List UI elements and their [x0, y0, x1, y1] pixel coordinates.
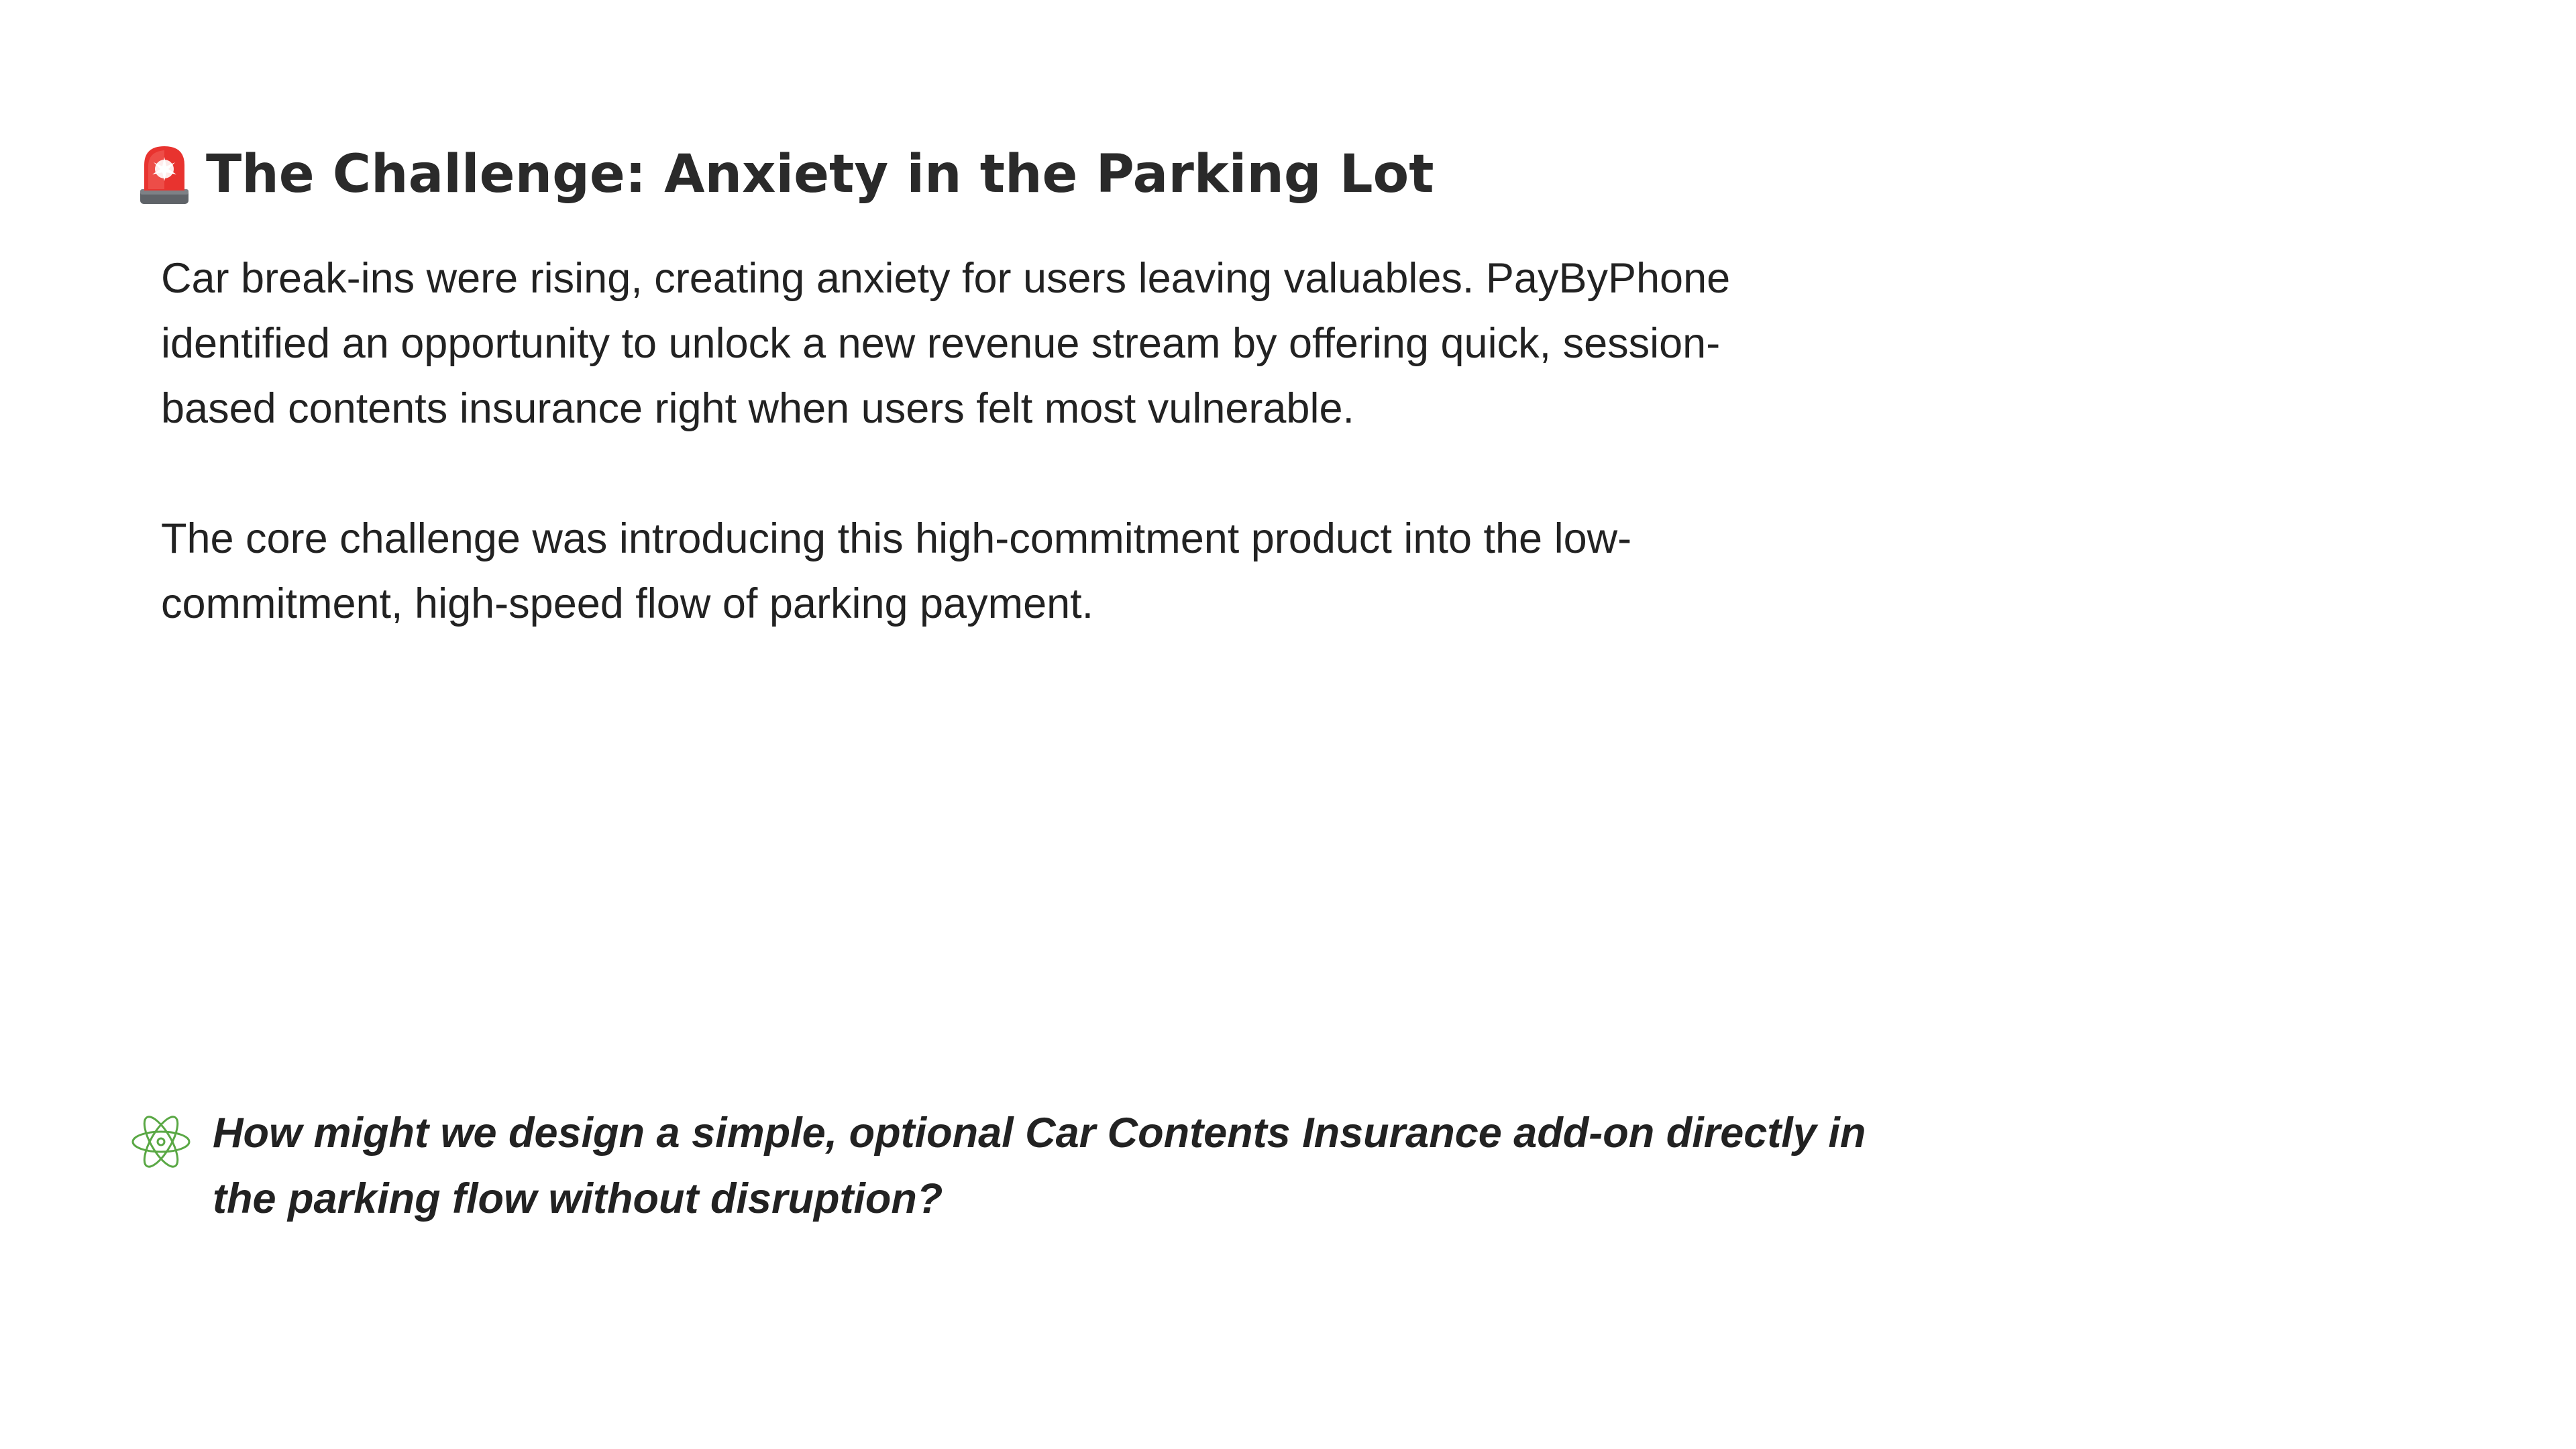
how-might-we-question: How might we design a simple, optional Car Contents Insurance add-on directly in the parking flow without disruption? [213, 1110, 1866, 1222]
core-challenge-paragraph: The core challenge was introducing this high-commitment product into the low-commitment, high-speed flow of parking payment. [161, 515, 1632, 627]
how-might-we-callout [131, 1100, 1890, 1232]
atom-icon [131, 1110, 191, 1174]
challenge-paragraph: Car break-ins were rising, creating anxiety for users leaving valuables. PayByPhone identified an opportunity to unlock a new revenue stream by offering quick, session-based contents insurance right when users felt most vulnerable. [161, 255, 1731, 432]
siren-icon [138, 142, 191, 207]
heading-row [138, 134, 1434, 215]
page-title: The Challenge: Anxiety in the Parking Lot [206, 144, 1434, 205]
